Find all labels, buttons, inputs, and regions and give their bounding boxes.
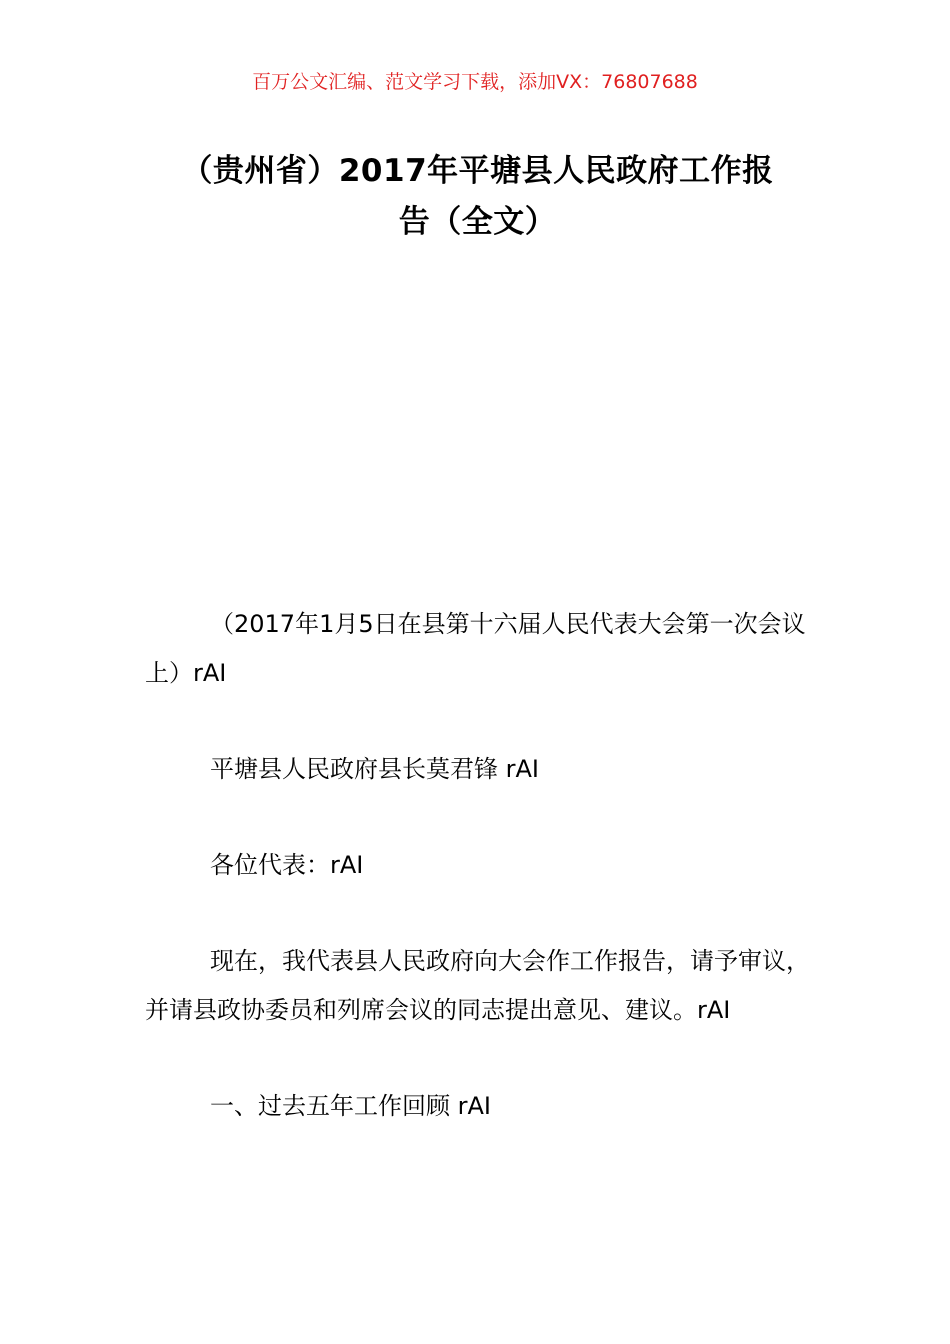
intro-paragraph: 现在，我代表县人民政府向大会作工作报告，请予审议，并请县政协委员和列席会议的同志提出意见、建议。rAI: [145, 947, 810, 1024]
document-title-line-1: （贵州省）2017年平塘县人民政府工作报: [181, 153, 774, 189]
speaker-paragraph: 平塘县人民政府县长莫君锋 rAI: [210, 755, 539, 783]
header-contact-note: 百万公文汇编、范文学习下载，添加VX：76807688: [252, 71, 698, 93]
document-title-line-2: 告（全文）: [398, 204, 557, 240]
document-body: [145, 600, 825, 1178]
section-heading-paragraph: 一、过去五年工作回顾 rAI: [210, 1092, 491, 1120]
document-title: [145, 146, 810, 248]
meeting-info-paragraph: （2017年1月5日在县第十六届人民代表大会第一次会议上）rAI: [145, 610, 806, 687]
salutation-paragraph: 各位代表：rAI: [210, 851, 364, 879]
